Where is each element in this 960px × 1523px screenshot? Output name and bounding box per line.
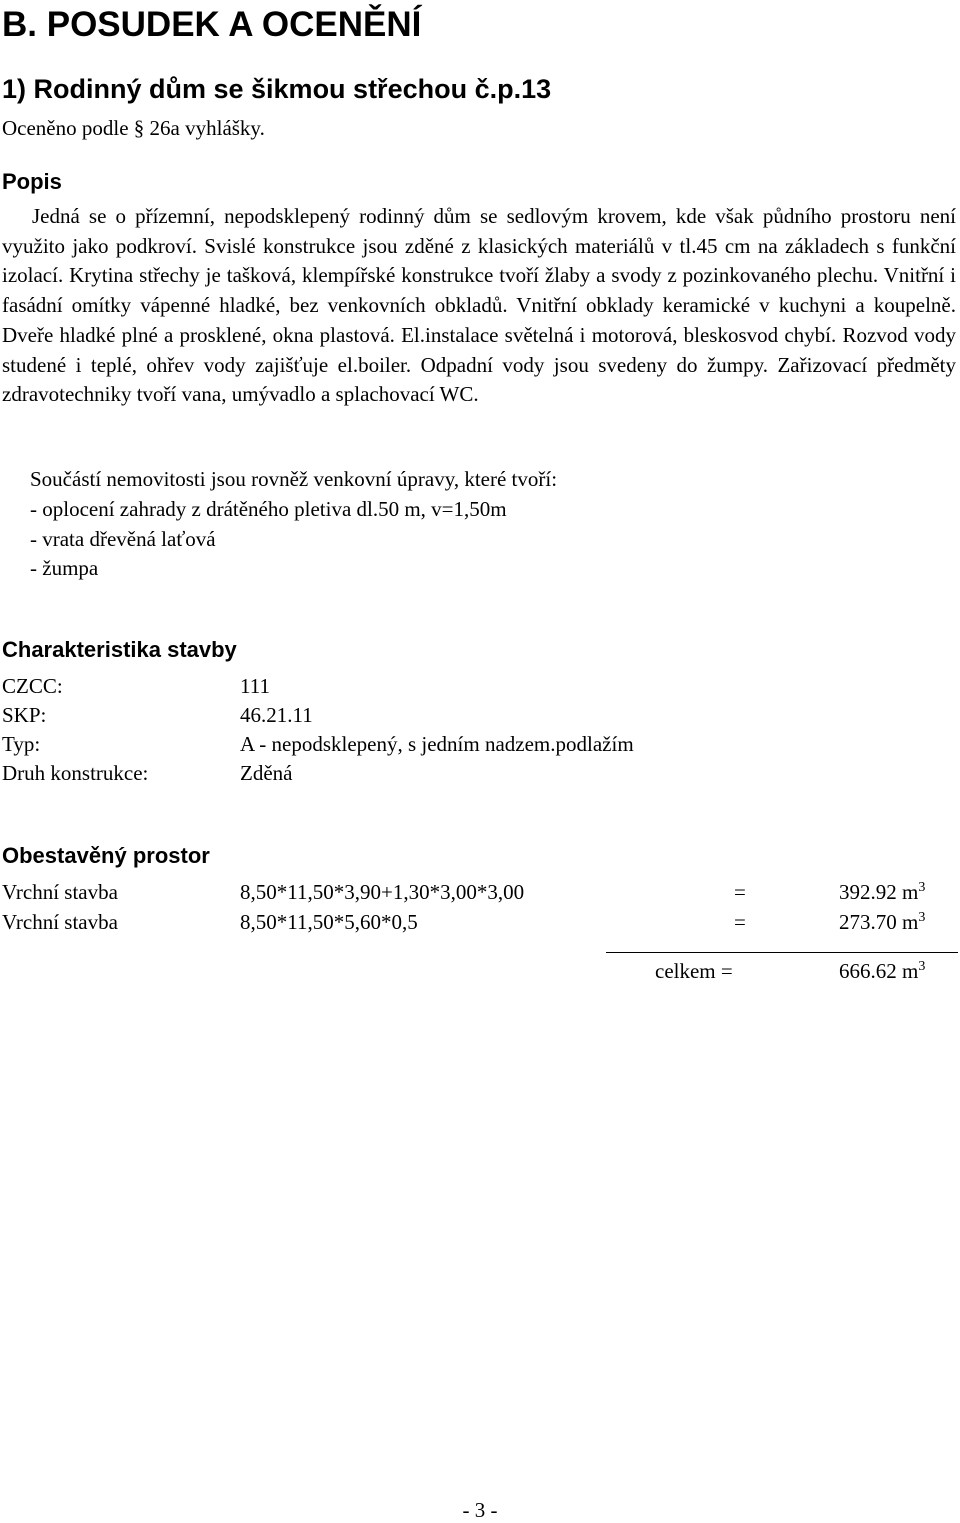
row-value: Zděná [240,761,293,785]
row-label: Druh konstrukce: [2,761,149,785]
total-label: celkem = [655,959,733,983]
volume-row-label: Vrchní stavba [2,880,118,904]
volume-heading: Obestavěný prostor [2,843,210,868]
total-divider [606,952,958,953]
outdoor-intro: Součástí nemovitosti jsou rovněž venkovní úpravy, které tvoří: [30,467,558,491]
volume-row [2,908,960,936]
volume-row-value: 273.70 $m^3$ [839,910,926,934]
unit-exponent: 3 [918,959,926,974]
item-title: 1) Rodinný dům se šikmou střechou č.p.13 [2,74,552,104]
volume-row-formula: 8,50*11,50*5,60*0,5 [240,910,418,934]
volume-row-equals: = [734,880,746,904]
description-paragraph [2,202,956,410]
valuation-note: Oceněno podle § 26a vyhlášky. [2,116,265,140]
row-label: CZCC: [2,674,63,698]
row-value: A - nepodsklepený, s jedním nadzem.podlažím [240,732,634,756]
volume-row-label: Vrchní stavba [2,910,118,934]
volume-row-formula: 8,50*11,50*3,90+1,30*3,00*3,00 [240,880,525,904]
description-text: Jedná se o přízemní, nepodsklepený rodinný dům se sedlovým krovem, kde však půdního prostoru není využito jako podkroví. Svislé konstrukce jsou zděné z klasických materiálů v tl.45 cm na základech s funkční izolací. Krytina střechy je tašková, klempířské konstrukce tvoří žlaby a svody z pozinkovaného plechu. Vnitřní i fasádní omítky vápenné hladké, bez venkovních obkladů. Vnitřní obklady keramické v kuchyni a koupelně. Dveře hladké plné a prosklené, okna plastová. El.instalace světelná i motorová, bleskosvod chybí. Rozvod vody studené i teplé, ohřev vody zajišťuje el.boiler. Odpadní vody jsou svedeny do žumpy. Zařizovací předměty zdravotechniky tvoří vana, umývadlo a splachovací WC. [2,204,956,407]
unit-exponent: 3 [918,880,926,895]
volume-row [2,878,960,906]
list-item: - vrata dřevěná laťová [30,526,216,551]
row-label: SKP: [2,703,47,727]
volume-row-value: 392.92 $m^3$ [839,880,926,904]
unit-exponent: 3 [918,910,926,925]
list-item: - žumpa [30,556,99,581]
total-value: 666.62 $m^3$ [839,959,926,983]
outdoor-list [30,495,507,584]
row-value: 46.21.11 [240,703,313,727]
description-heading: Popis [2,169,62,194]
volume-total-row [2,957,960,985]
volume-row-equals: = [734,910,746,934]
section-title: B. POSUDEK A OCENĚNÍ [2,5,422,44]
row-value: 111 [240,674,270,698]
list-item: - oplocení zahrady z drátěného pletiva dl.50 m, v=1,50m [30,497,507,521]
page-number: - 3 - [462,1498,498,1522]
row-label: Typ: [2,732,41,756]
characteristics-heading: Charakteristika stavby [2,637,237,662]
